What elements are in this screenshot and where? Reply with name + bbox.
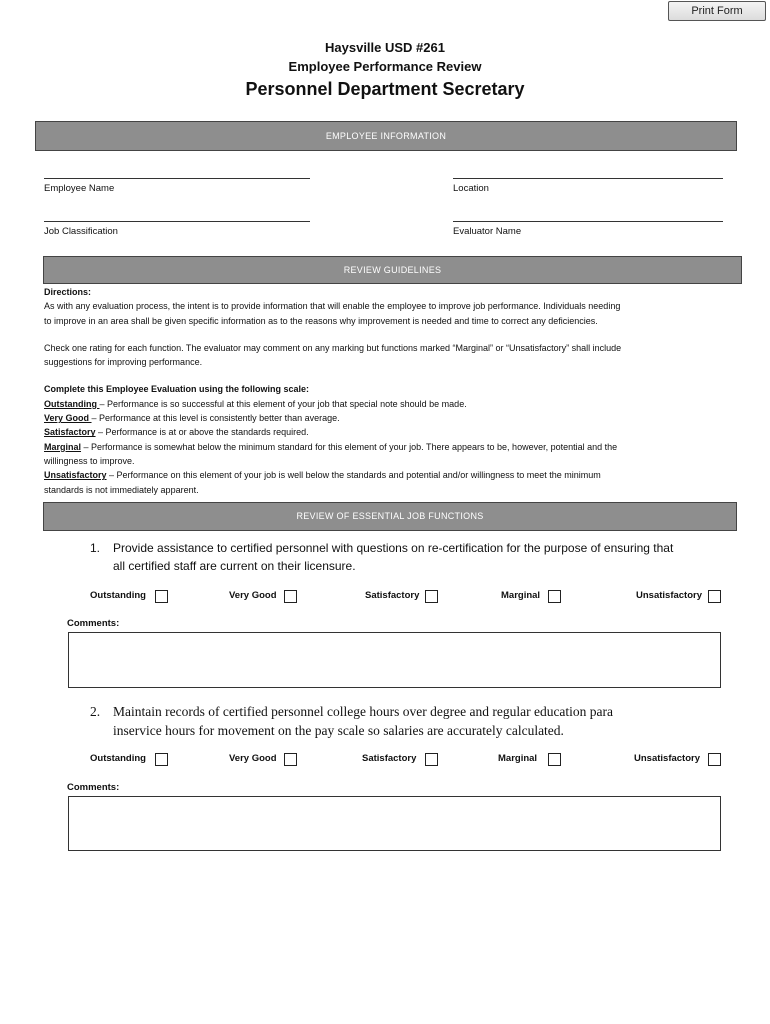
district-title: Haysville USD #261 [325,40,445,55]
review-guidelines-bar: REVIEW GUIDELINES [43,256,742,284]
essential-functions-bar: REVIEW OF ESSENTIAL JOB FUNCTIONS [43,502,737,531]
scale-heading: Complete this Employee Evaluation using the following scale: [44,384,310,395]
rating-marginal-label: Marginal [501,590,541,601]
scale-term: Unsatisfactory [44,470,107,481]
print-form-button[interactable]: Print Form [668,1,766,21]
location-field[interactable] [453,178,723,179]
position-title: Personnel Department Secretary [245,79,525,99]
rating-unsatisfactory-label: Unsatisfactory [636,590,702,601]
rating-satisfactory-label: Satisfactory [365,590,420,601]
directions-p2-line2: suggestions for improving performance. [44,357,203,368]
rating-satisfactory-label: Satisfactory [362,753,417,764]
scale-very-good [44,411,734,425]
scale-desc: – Performance is at or above the standards required. [95,427,309,438]
function-2-marginal-checkbox[interactable] [548,753,561,766]
function-2-text [113,702,733,740]
employee-info-bar: EMPLOYEE INFORMATION [35,121,737,151]
function-1-number: 1. [90,541,101,555]
function-2-comments-label: Comments: [67,782,120,793]
scale-desc: – Performance at this level is consistently better than average. [91,413,340,424]
function-2-number: 2. [90,704,101,719]
evaluator-name-field[interactable] [453,221,723,222]
function-2-line2: inservice hours for movement on the pay scale so salaries are accurately calculated. [113,723,564,738]
function-1-comments-box[interactable] [68,632,721,688]
rating-very-good-label: Very Good [229,590,277,601]
function-1-satisfactory-checkbox[interactable] [425,590,438,603]
function-1-comments-label: Comments: [67,618,120,629]
job-classification-label: Job Classification [44,226,118,237]
rating-unsatisfactory-label: Unsatisfactory [634,753,700,764]
function-2-comments-box[interactable] [68,796,721,851]
function-2-very-good-checkbox[interactable] [284,753,297,766]
scale-term: Marginal [44,441,82,452]
scale-unsatisfactory-cont: standards is not immediately apparent. [44,484,199,495]
function-1-unsatisfactory-checkbox[interactable] [708,590,721,603]
rating-very-good-label: Very Good [229,753,277,764]
function-1-text [113,539,733,575]
employee-name-label: Employee Name [44,183,115,194]
scale-satisfactory [44,425,734,439]
function-1-line2: all certified staff are current on their licensure. [113,559,356,573]
rating-outstanding-label: Outstanding [90,753,146,764]
directions-p2-line1: Check one rating for each function. The evaluator may comment on any marking but functions marked “Marginal” or “Unsatisfactory” shall include [44,342,622,353]
scale-desc: – Performance is somewhat below the minimum standard for this element of your job. There appears to be, however, potential and the [81,441,618,452]
scale-term: Very Good [44,413,92,424]
scale-term: Satisfactory [44,427,96,438]
function-1-line1: Provide assistance to certified personnel with questions on re-certification for the purpose of ensuring that [113,541,674,555]
scale-outstanding [44,397,734,411]
evaluator-name-label: Evaluator Name [453,226,522,237]
scale-marginal [44,440,734,454]
function-1-marginal-checkbox[interactable] [548,590,561,603]
function-2-line1: Maintain records of certified personnel college hours over degree and regular education para [113,704,614,719]
directions-p1-line2: to improve in an area shall be given specific information as to the reasons why improvement is needed and time to correct any deficiencies. [44,315,598,326]
function-2-outstanding-checkbox[interactable] [155,753,168,766]
scale-desc: – Performance is so successful at this element of your job that special note should be made. [99,398,467,409]
review-title: Employee Performance Review [288,59,482,74]
function-1-outstanding-checkbox[interactable] [155,590,168,603]
function-2-satisfactory-checkbox[interactable] [425,753,438,766]
location-label: Location [453,183,489,194]
directions-heading: Directions: [44,287,92,297]
rating-marginal-label: Marginal [498,753,538,764]
function-1-very-good-checkbox[interactable] [284,590,297,603]
rating-outstanding-label: Outstanding [90,590,146,601]
scale-term: Outstanding [44,398,100,409]
employee-name-field[interactable] [44,178,310,179]
scale-marginal-cont: willingness to improve. [44,455,135,466]
function-2-unsatisfactory-checkbox[interactable] [708,753,721,766]
job-classification-field[interactable] [44,221,310,222]
scale-unsatisfactory [44,468,734,482]
scale-desc: – Performance on this element of your job is well below the standards and potential and/or willingness to meet the minimum [106,470,601,481]
directions-block [44,285,734,497]
directions-p1-line1: As with any evaluation process, the intent is to provide information that will enable the employee to improve job performance. Individuals needing [44,301,621,312]
